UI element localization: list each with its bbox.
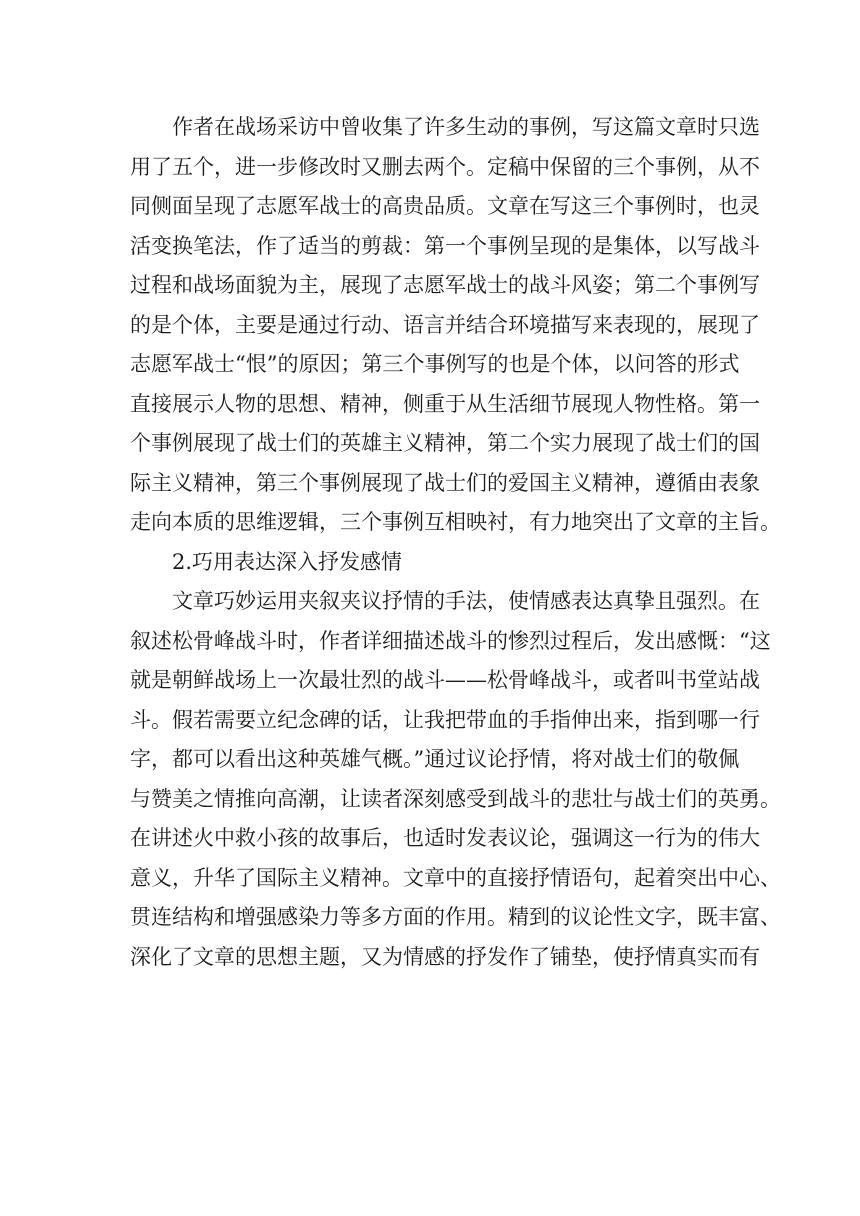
text-line: 走向本质的思维逻辑，三个事例互相映衬，有力地突出了文章的主旨。 — [130, 510, 781, 534]
text-line: 过程和战场面貌为主，展现了志愿军战士的战斗风姿；第二个事例写 — [130, 273, 760, 297]
text-line: 的是个体，主要是通过行动、语言并结合环境描写来表现的，展现了 — [130, 312, 760, 337]
text-line: 就是朝鲜战场上一次最壮烈的战斗——松骨峰战斗，或者叫书堂站战 — [130, 668, 760, 692]
section-heading: 2.巧用表达深入抒发感情 — [172, 549, 403, 574]
text-line: 作者在战场采访中曾收集了许多生动的事例，写这篇文章时只选 — [172, 115, 760, 139]
text-line: 与赞美之情推向高潮，让读者深刻感受到战斗的悲壮与战士们的英勇。 — [130, 786, 781, 811]
text-line: 叙述松骨峰战斗时，作者详细描述战斗的惨烈过程后，发出感慨：“这 — [130, 628, 771, 653]
text-line: 直接展示人物的思想、精神，侧重于从生活细节展现人物性格。第一 — [130, 391, 760, 416]
paragraph-expression — [130, 582, 781, 977]
text-line: 用了五个，进一步修改时又删去两个。定稿中保留的三个事例，从不 — [130, 154, 760, 179]
text-line: 际主义精神，第三个事例展现了战士们的爱国主义精神，遵循由表象 — [130, 470, 760, 495]
text-line: 深化了文章的思想主题，又为情感的抒发作了铺垫，使抒情真实而有 — [130, 944, 760, 969]
text-line: 个事例展现了战士们的英雄主义精神，第二个实力展现了战士们的国 — [130, 431, 760, 455]
document-body — [130, 108, 781, 977]
text-line: 斗。假若需要立纪念碑的话，让我把带血的手指伸出来，指到哪一行 — [130, 707, 760, 732]
text-line: 贯连结构和增强感染力等多方面的作用。精到的议论性文字，既丰富、 — [130, 905, 781, 929]
paragraph-examples — [130, 108, 781, 543]
text-line: 字，都可以看出这种英雄气概。”通过议论抒情，将对战士们的敬佩 — [130, 747, 740, 771]
text-line: 意义，升华了国际主义精神。文章中的直接抒情语句，起着突出中心、 — [130, 865, 781, 890]
text-line: 志愿军战士“恨”的原因；第三个事例写的也是个体，以问答的形式 — [130, 352, 740, 376]
text-line: 活变换笔法，作了适当的剪裁：第一个事例呈现的是集体，以写战斗 — [130, 233, 760, 258]
text-line: 在讲述火中救小孩的故事后，也适时发表议论，强调这一行为的伟大 — [130, 826, 760, 850]
text-line: 同侧面呈现了志愿军战士的高贵品质。文章在写这三个事例时，也灵 — [130, 194, 760, 218]
text-line: 文章巧妙运用夹叙夹议抒情的手法，使情感表达真挚且强烈。在 — [172, 589, 760, 613]
